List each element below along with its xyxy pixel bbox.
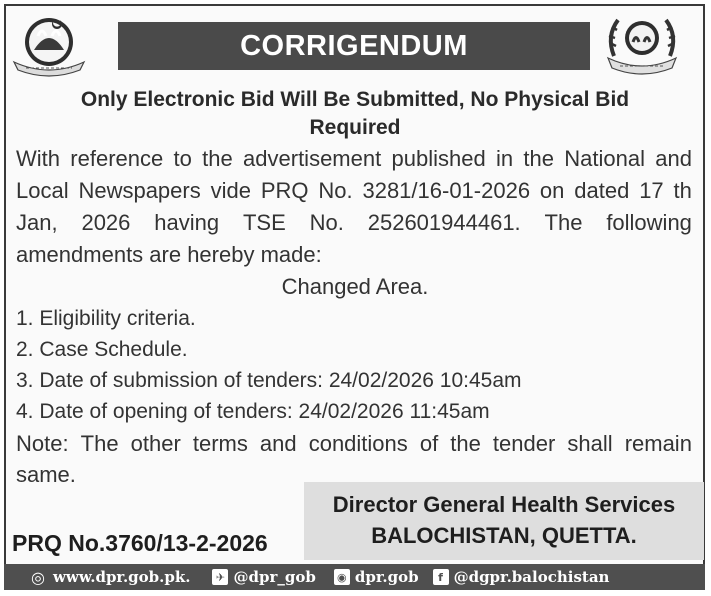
paragraph-line-1 <box>16 146 692 172</box>
word: shall <box>567 431 613 456</box>
paragraph-line-2 <box>16 178 692 204</box>
word: advertisement <box>243 146 382 171</box>
amendment-item: 4. Date of opening of tenders: 24/02/2026 11:45am <box>16 400 490 423</box>
footer-facebook[interactable] <box>433 568 610 586</box>
word: Newspapers <box>78 178 201 203</box>
word: 3281/16-01-2026 <box>362 178 531 203</box>
twitter-handle: @dpr_gob <box>233 568 316 586</box>
subheading-line-1: Only Electronic Bid Will Be Submitted, No Physical Bid <box>80 88 630 111</box>
word: 252601944461. <box>367 210 521 235</box>
word: The <box>80 431 119 456</box>
word: Jan, <box>16 210 58 235</box>
paragraph-line-3 <box>16 210 692 236</box>
word: the <box>450 431 481 456</box>
instagram-handle: dpr.gob <box>354 568 419 586</box>
word: and <box>655 146 692 171</box>
paragraph-line-4: amendments are hereby made: <box>16 242 322 267</box>
word: tender <box>492 431 556 456</box>
amendment-item: 1. Eligibility criteria. <box>16 307 196 330</box>
footer-twitter[interactable] <box>212 568 315 586</box>
amendment-item: 3. Date of submission of tenders: 24/02/2026 10:45am <box>16 369 522 392</box>
footer-website[interactable] <box>28 568 190 586</box>
word: vide <box>210 178 251 203</box>
word: With <box>16 146 60 171</box>
instagram-icon: ◉ <box>334 569 350 585</box>
word: Local <box>16 178 69 203</box>
word: remain <box>624 431 692 456</box>
word: terms <box>192 431 248 456</box>
prq-number: PRQ No.3760/13-2-2026 <box>12 530 268 556</box>
word: PRQ <box>260 178 309 203</box>
word: Note: <box>16 431 69 456</box>
word: following <box>606 210 692 235</box>
word: dated <box>574 178 630 203</box>
changed-area-heading: Changed Area. <box>281 274 429 299</box>
globe-icon: ◎ <box>31 567 45 587</box>
word: TSE <box>242 210 286 235</box>
word: of <box>419 431 439 456</box>
balochistan-emblem-icon <box>10 12 88 78</box>
signatory-title: Director General Health Services <box>332 492 676 517</box>
word: th <box>673 178 692 203</box>
word: 2026 <box>81 210 131 235</box>
subheading-line-2: Required <box>309 116 401 139</box>
word: No. <box>309 210 344 235</box>
word: conditions <box>308 431 408 456</box>
word: the <box>523 146 554 171</box>
footer-instagram[interactable] <box>334 568 419 586</box>
word: having <box>154 210 220 235</box>
word: 17 <box>639 178 664 203</box>
word: other <box>130 431 181 456</box>
footer-bar <box>4 564 705 590</box>
word: on <box>539 178 565 203</box>
word: and <box>259 431 297 456</box>
page-title: CORRIGENDUM <box>118 22 590 70</box>
facebook-icon: f <box>433 569 449 585</box>
word: the <box>202 146 233 171</box>
word: No. <box>318 178 353 203</box>
website-text: www.dpr.gob.pk. <box>53 568 191 586</box>
word: in <box>495 146 514 171</box>
signatory-location: BALOCHISTAN, QUETTA. <box>371 523 637 548</box>
word: The <box>544 210 583 235</box>
amendment-item: 2. Case Schedule. <box>16 338 188 361</box>
note-line-1 <box>16 431 692 457</box>
word: to <box>173 146 192 171</box>
word: reference <box>70 146 164 171</box>
dpr-seal-icon <box>600 12 684 78</box>
word: National <box>564 146 645 171</box>
twitter-icon: ✈ <box>212 569 228 585</box>
note-line-2: same. <box>16 462 76 487</box>
facebook-handle: @dgpr.balochistan <box>453 568 610 586</box>
word: published <box>391 146 486 171</box>
